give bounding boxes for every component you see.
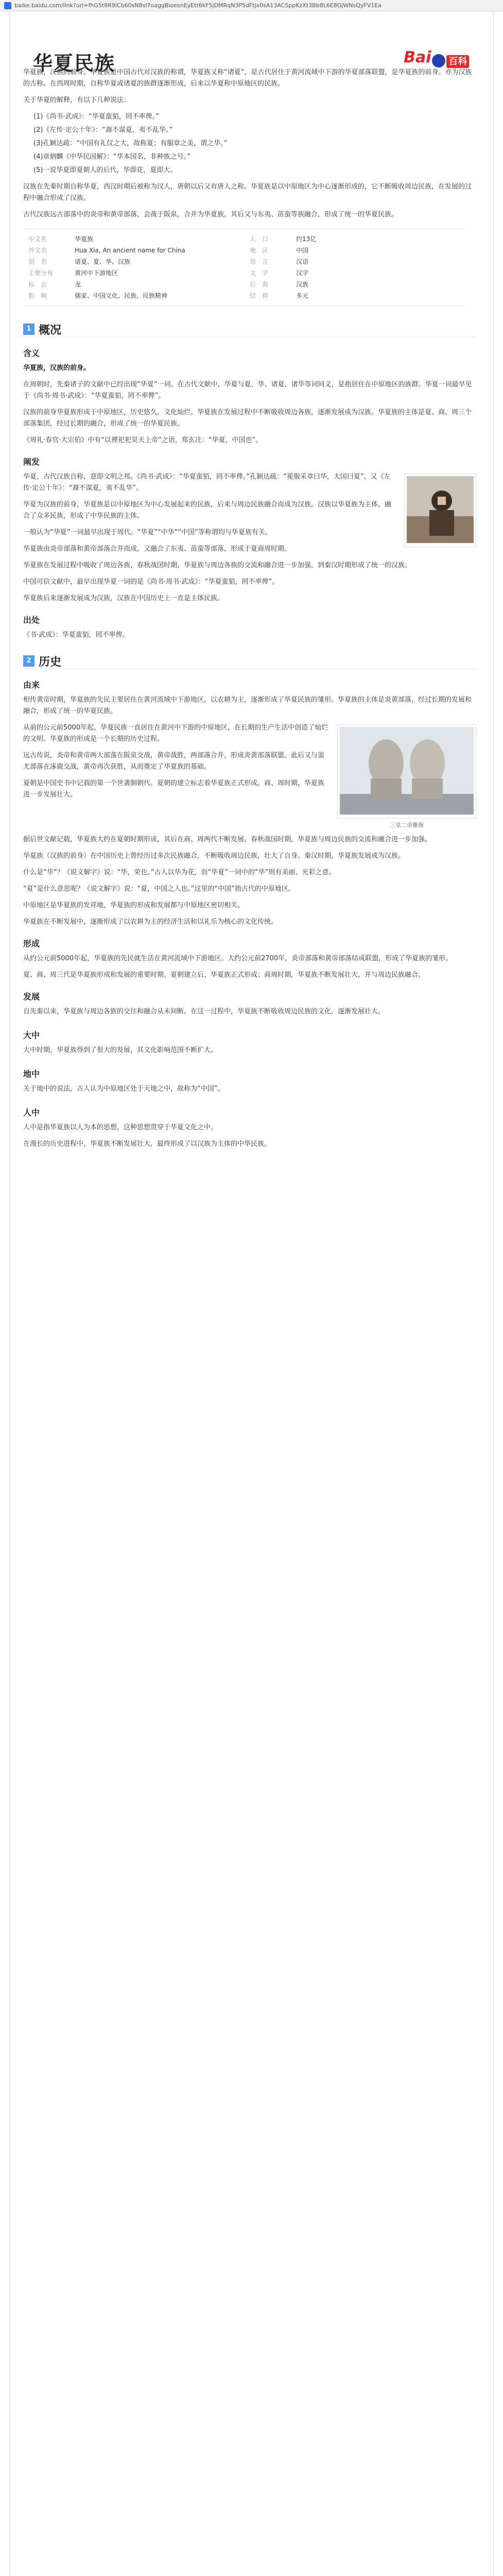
paragraph: 人中是指华夏族以人为本的思想，这种思想贯穿于华夏文化之中。: [23, 1124, 218, 1131]
infobox-key: 主要分布: [28, 269, 54, 277]
subsection-title-develop: 发展: [23, 992, 40, 1002]
paragraph: 华夏族在发展过程中吸收了周边各族，春秋战国时期，华夏族与周边各族的交流和融合进一步加强，到秦汉时期形成了统一的汉族。: [23, 562, 412, 569]
subsection-title-formation: 形成: [23, 939, 40, 948]
section-number: 2: [23, 655, 34, 667]
paragraph: 华夏族由炎帝部落和黄帝部落合并而成，又融合了东夷、苗蛮等部落，形成于夏商周时期。: [23, 545, 291, 553]
infobox-value: 黄河中下游地区: [75, 269, 118, 277]
infobox-value: 汉族: [296, 281, 309, 288]
intro-paragraph: 华夏族，汉族的前身。华夏族是中国古代对汉族的称谓，华夏族又称“诸夏”，是古代居住于黄河流域中下游的华夏部落联盟，是华夏族的前身。亦为汉族的古称。在西周时期，自称华夏或诸夏的族群逐渐形成，后来以华夏称中原地区的民族。: [23, 69, 472, 88]
url-text[interactable]: baike.baidu.com/link?url=fhG5t8R9iCb60sN8sI7oaggBioesnEyEtt6kF5jDMRqN3P5dFtjx0sA13ACSppKzXt3Bb8L6E8GjWNsQyFV1Ea: [14, 2, 381, 9]
list-item: (1)《尚书·武成》：“华夏蛮貊，罔不率俾。”: [33, 113, 160, 121]
paragraph: 一般认为“华夏”一词最早出现于周代。“华夏”“中华”“中国”等称谓均与华夏族有关。: [23, 529, 272, 536]
paragraph: 夏朝是中国史书中记载的第一个世袭制朝代。夏朝的建立标志着华夏族正式形成。商、周时期，华夏族进一步发展壮大。: [23, 779, 325, 799]
paragraph: 远古传说，炎帝和黄帝两大部落在阪泉交战，黄帝战胜，两部落合并，形成炎黄部落联盟。此后又与蚩尤部落在涿鹿交战，黄帝再次获胜，从而奠定了华夏族的基础。: [23, 752, 325, 771]
list-item: (5)一说华夏即夏朝人的后代，华即花，夏即大。: [33, 166, 177, 174]
section-title: 历史: [39, 655, 62, 669]
browser-address-bar[interactable]: [0, 0, 503, 11]
infobox-row: [23, 279, 466, 290]
infobox-value: 华夏族: [75, 235, 94, 243]
paragraph: 夏、商、周三代是华夏族形成和发展的重要时期。夏朝建立后，华夏族正式形成；商周时期，华夏族不断发展壮大，并与周边民族融合。: [23, 971, 425, 979]
subheading: 地中: [23, 1069, 40, 1079]
paragraph: 什么是“华”？《说文解字》说：“华，荣也。”古人以华为花，而“华夏”一词中的“华”则有美丽、光彩之意。: [23, 869, 336, 876]
paragraph: 在漫长的历史进程中，华夏族不断发展壮大，最终形成了以汉族为主体的中华民族。: [23, 1140, 271, 1148]
subsection-title-meaning: 含义: [23, 348, 40, 358]
infobox: [23, 229, 466, 306]
infobox-key: 中文名: [28, 235, 47, 243]
subsection-title-origin-history: 由来: [23, 680, 40, 690]
logo-baike-text: 百科: [446, 55, 469, 68]
intro-paragraph: 汉族在先秦时期自称华夏，西汉时期后被称为汉人，唐朝以后又有唐人之称。华夏族是以中原地区为中心逐渐形成的，它不断吸收周边民族，在发展的过程中融合形成了汉族。: [23, 183, 472, 202]
infobox-row: [23, 267, 466, 279]
infobox-key: 外文名: [28, 247, 47, 254]
subheading: 大中: [23, 1030, 40, 1040]
article-body: [23, 67, 476, 1155]
portrait-photo-icon: [407, 476, 474, 543]
paragraph: 《书·武成》：华夏蛮貊，罔不率俾。: [23, 631, 129, 639]
infobox-key: 文 字: [250, 269, 269, 277]
infobox-value: 汉字: [296, 269, 309, 277]
subsection-title-origin: 出处: [23, 615, 40, 625]
infobox-value: 诸夏、夏、华、汉族: [75, 258, 131, 265]
list-item: (2)《左传·定公十年》：“裔不谋夏，夷不乱华。”: [33, 126, 173, 134]
infobox-value: 儒家、中国文化、民族、民族精神: [75, 292, 168, 299]
intro-paragraph: 古代汉族远古部落中的炎帝和黄帝部落，会战于阪泉，合并为华夏族，其后又与东夷、苗蛮等族融合，形成了统一的华夏民族。: [23, 211, 398, 218]
infobox-key: 信 仰: [250, 292, 269, 299]
infobox-value: 约13亿: [296, 235, 317, 243]
paragraph: 在周朝时，先秦诸子的文献中已经出现“华夏”一词。在古代文献中，华夏与夏、华、诸夏、诸华等词同义，是指居住在中原地区的族群。华夏一词最早见于《尚书·周书·武成》：“华夏蛮貊，罔不率俾”。: [23, 381, 472, 400]
paragraph: 相传黄帝时期，华夏族的先民主要居住在黄河流域中下游地区，以农耕为主，逐渐形成了华夏民族的雏形。华夏族的主体是炎黄部落，经过长期的发展和融合，形成了统一的华夏民族。: [23, 696, 472, 715]
section-heading-history[interactable]: [23, 653, 476, 669]
page-title: 华夏民族: [33, 52, 116, 75]
infobox-value: 汉语: [296, 258, 309, 265]
infobox-key: 语 言: [250, 258, 269, 265]
paragraph: 汉族的前身华夏族形成于中原地区，历史悠久，文化灿烂。华夏族在发展过程中不断吸收周边各族，逐渐发展成为汉族。华夏族的主体是夏、商、周三个部落集团，经过长期的融合，形成了统一的华夏民族。: [23, 409, 472, 428]
infobox-row: [23, 256, 466, 267]
list-item: (4)章炳麟《中华民国解》：“华本国名，非种族之号。”: [33, 153, 190, 161]
subheading: 人中: [23, 1108, 40, 1117]
section-number: 1: [23, 324, 34, 335]
paragraph: 据后世文献记载，华夏族大约在夏朝时期形成，其后在商、周两代不断发展。春秋战国时期，华夏族与周边民族的交流和融合进一步加强。: [23, 836, 432, 843]
paragraph: “夏”是什么意思呢？《说文解字》说：“夏，中国之人也。”这里的“中国”指古代的中原地区。: [23, 885, 295, 893]
paragraph: 华夏族在不断发展中，逐渐形成了以农耕为主的经济生活和以礼乐为核心的文化传统。: [23, 918, 278, 926]
infobox-value: 多元: [296, 292, 309, 299]
site-favicon-icon: [4, 2, 11, 9]
paragraph: 《周礼·春官·大宗伯》中有“以禋祀祀昊天上帝”之语，郑玄注：“华夏，中国也”。: [23, 436, 263, 444]
section-heading-overview[interactable]: [23, 321, 476, 337]
paragraph: 华夏族后来逐渐发展成为汉族，汉族在中国历史上一直是主体民族。: [23, 595, 224, 602]
subsection-title-explain: 阐发: [23, 457, 40, 467]
paragraph: 从约公元前5000年起，华夏族的先民就生活在黄河流域中下游地区。大约公元前2700年，炎帝部落和黄帝部落结成联盟，形成了华夏族的雏形。: [23, 955, 453, 962]
paragraph: 华夏族，汉族的前身。: [23, 364, 91, 372]
paragraph: 关于地中的说法，古人认为中原地区处于天地之中，故称为“中国”。: [23, 1085, 224, 1093]
paragraph: 华夏，古代汉族自称，意即文明之邦。《尚书·武成》：“华夏蛮貊，罔不率俾。”孔颖达疏：“冕服采章曰华，大国曰夏”。又《左传·定公十年》：“裔不谋夏，夷不乱华”。: [23, 473, 391, 492]
infobox-value: Hua Xia, An ancient name for China: [75, 247, 185, 254]
paragraph: 华夏为汉族的前身，华夏族是以中原地区为中心发展起来的民族，后来与周边民族融合而成为汉族。汉族以华夏族为主体，融合了众多民族，形成了中华民族的主体。: [23, 501, 392, 520]
infobox-key: 后 裔: [250, 281, 269, 288]
figure[interactable]: [337, 724, 476, 829]
infobox-row: [23, 290, 466, 301]
list-item: (3)孔颖达疏：“中国有礼仪之大，故称夏；有服章之美，谓之华。”: [33, 140, 228, 147]
paragraph: 从前的公元前5000年起，华夏民族一直居住在黄河中下游的中原地区，在长期的生产生活中创造了灿烂的文明。华夏族的形成是一个长期的历史过程。: [23, 724, 328, 743]
paw-icon: [432, 54, 445, 67]
infobox-key: 影 响: [28, 292, 47, 299]
figure[interactable]: [404, 473, 476, 547]
infobox-key: 标 志: [28, 281, 47, 288]
paragraph: 中国可信文献中，最早出现华夏一词的是《尚书·周书·武成》：“华夏蛮貊，罔不率俾”。: [23, 578, 279, 586]
infobox-row: [23, 245, 466, 256]
figure-caption: 三皇二帝雕像: [390, 822, 424, 828]
section-title: 概况: [39, 324, 62, 337]
logo-bai-text: Bai: [404, 48, 431, 66]
infobox-key: 别 名: [28, 258, 47, 265]
infobox-key: 地 区: [250, 247, 269, 254]
infobox-row: [23, 233, 466, 245]
intro-paragraph: 关于华夏的解释，有以下几种说法：: [23, 96, 131, 104]
paragraph: 华夏族（汉族的前身）在中国历史上曾经历过多次民族融合，不断吸收周边民族，壮大了自身。秦汉时期，华夏族发展成为汉族。: [23, 852, 405, 860]
paragraph: 中原地区是华夏族的发祥地，华夏族的形成和发展都与中原地区密切相关。: [23, 902, 245, 909]
paragraph: 大中时期，华夏族得到了很大的发展，其文化影响范围不断扩大。: [23, 1046, 218, 1054]
infobox-key: 人 口: [250, 235, 269, 243]
figure-image: [337, 724, 476, 819]
infobox-value: 中国: [296, 247, 309, 254]
infobox-value: 龙: [75, 281, 81, 288]
paragraph: 自先秦以来，华夏族与周边各族的交往和融合从未间断。在这一过程中，华夏族不断吸收周边民族的文化，逐渐发展壮大。: [23, 1008, 385, 1015]
statue-photo-icon: [340, 727, 474, 815]
figure-image: [404, 473, 476, 547]
